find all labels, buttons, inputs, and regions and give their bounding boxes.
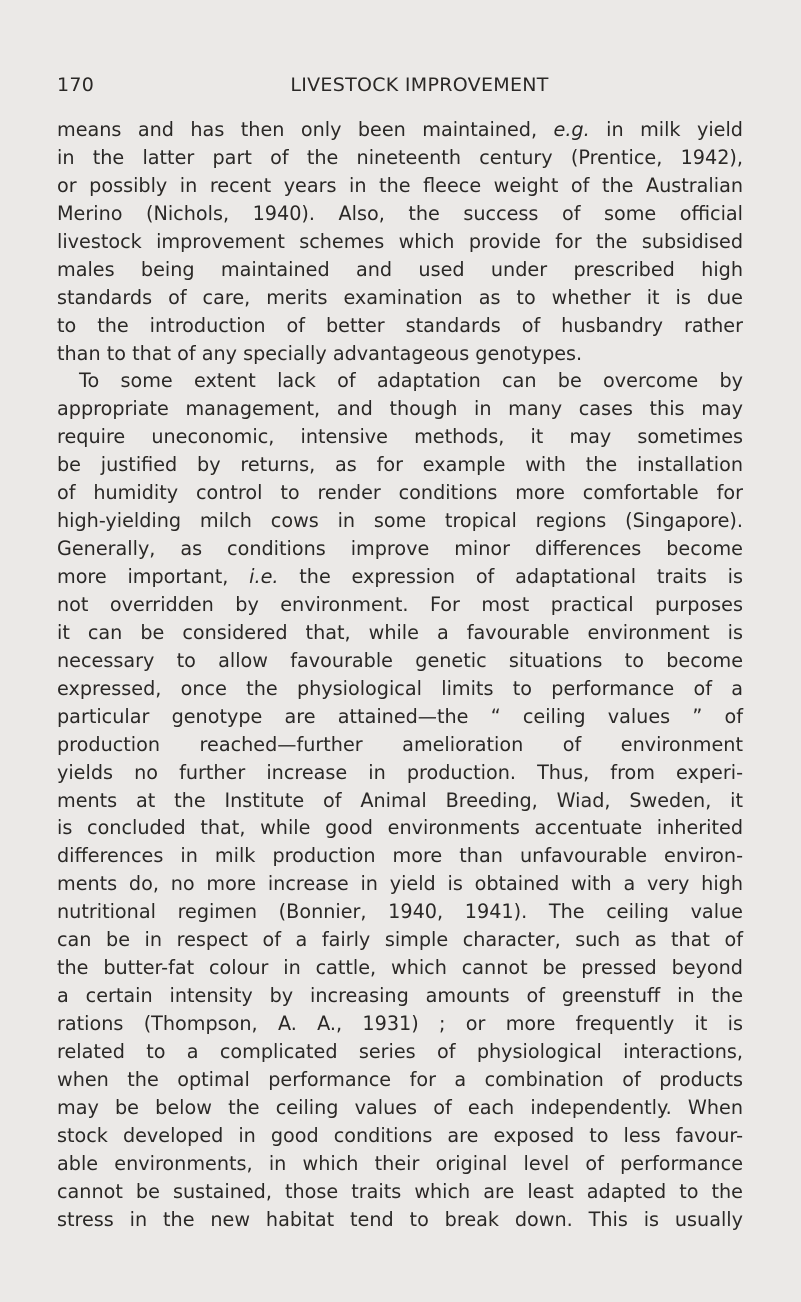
text-segment: of humidity control to render conditions more comfortable for bbox=[57, 481, 743, 505]
text-line bbox=[57, 647, 743, 675]
text-segment: expressed, once the physiological limits to performance of a bbox=[57, 676, 743, 700]
text-line bbox=[57, 1094, 743, 1122]
text-segment: when the optimal performance for a combination of products bbox=[57, 1067, 743, 1091]
text-segment: related to a complicated series of physiological interactions, bbox=[57, 1039, 743, 1063]
text-segment: yields no further increase in production. Thus, from experi- bbox=[57, 760, 743, 784]
text-line bbox=[57, 759, 743, 787]
text-line bbox=[57, 144, 743, 172]
text-line bbox=[57, 982, 743, 1010]
text-line bbox=[57, 507, 743, 535]
text-line bbox=[57, 284, 743, 312]
text-line bbox=[57, 842, 743, 870]
text-line bbox=[57, 926, 743, 954]
text-segment: can be in respect of a fairly simple character, such as that of bbox=[57, 928, 743, 952]
text-segment: cannot be sustained, those traits which are least adapted to the bbox=[57, 1179, 743, 1203]
text-segment: Merino (Nichols, 1940). Also, the success of some official bbox=[57, 201, 743, 225]
text-segment: stress in the new habitat tend to break down. This is usually bbox=[57, 1207, 743, 1231]
text-line bbox=[57, 256, 743, 284]
running-header bbox=[57, 74, 742, 102]
text-segment: be justified by returns, as for example with the installation bbox=[57, 453, 743, 477]
text-line bbox=[57, 1010, 743, 1038]
text-segment: Generally, as conditions improve minor differences become bbox=[57, 537, 743, 561]
text-segment: males being maintained and used under prescribed high bbox=[57, 257, 743, 281]
text-line bbox=[57, 619, 743, 647]
text-segment: require uneconomic, intensive methods, it may sometimes bbox=[57, 425, 743, 449]
text-segment: the butter-fat colour in cattle, which cannot be pressed beyond bbox=[57, 956, 743, 980]
text-line bbox=[57, 1178, 743, 1206]
text-segment: stock developed in good conditions are exposed to less favour- bbox=[57, 1123, 743, 1147]
text-segment: not overridden by environment. For most practical purposes bbox=[57, 592, 743, 616]
text-line bbox=[57, 591, 743, 619]
text-line bbox=[57, 116, 743, 144]
text-line bbox=[57, 954, 743, 982]
text-line bbox=[57, 423, 743, 451]
text-segment: in milk yield bbox=[589, 118, 743, 141]
text-line bbox=[57, 200, 743, 228]
text-line bbox=[57, 675, 743, 703]
text-line bbox=[57, 787, 743, 815]
text-segment: or possibly in recent years in the fleece weight of the Australian bbox=[57, 173, 743, 197]
text-segment: necessary to allow favourable genetic situations to become bbox=[57, 648, 743, 672]
text-segment: ments do, no more increase in yield is obtained with a very high bbox=[57, 872, 743, 896]
text-segment: high-yielding milch cows in some tropical regions (Singapore). bbox=[57, 509, 743, 533]
text-segment: means and has then only been maintained, bbox=[57, 118, 554, 141]
text-line bbox=[57, 535, 743, 563]
text-segment: it can be considered that, while a favourable environment is bbox=[57, 620, 743, 644]
text-segment: a certain intensity by increasing amounts of greenstuff in the bbox=[57, 984, 743, 1008]
text-line bbox=[57, 312, 743, 340]
text-line bbox=[57, 898, 743, 926]
page-number: 170 bbox=[57, 74, 95, 96]
text-segment: the expression of adaptational traits is bbox=[278, 565, 743, 588]
text-segment: ments at the Institute of Animal Breeding, Wiad, Sweden, it bbox=[57, 788, 743, 812]
text-segment: more important, bbox=[57, 565, 250, 588]
text-segment: to the introduction of better standards of husbandry rather bbox=[57, 313, 743, 337]
text-segment: livestock improvement schemes which provide for the subsidised bbox=[57, 229, 743, 253]
text-line bbox=[57, 870, 743, 898]
italic-text: i.e. bbox=[249, 565, 279, 588]
text-segment: may be below the ceiling values of each independently. When bbox=[57, 1095, 743, 1119]
text-line bbox=[57, 395, 743, 423]
text-segment: particular genotype are attained—the “ ceiling values ” of bbox=[57, 704, 743, 728]
text-line bbox=[57, 1038, 743, 1066]
text-segment: standards of care, merits examination as to whether it is due bbox=[57, 285, 743, 309]
italic-text: e.g. bbox=[553, 118, 590, 141]
text-line bbox=[57, 563, 743, 591]
text-segment: differences in milk production more than unfavourable environ- bbox=[57, 844, 743, 868]
text-segment: production reached—further amelioration of environment bbox=[57, 732, 743, 756]
text-line bbox=[57, 1066, 743, 1094]
text-segment: than to that of any specially advantageous genotypes. bbox=[57, 341, 583, 365]
text-segment: rations (Thompson, A. A., 1931) ; or more frequently it is bbox=[57, 1012, 743, 1035]
running-title: LIVESTOCK IMPROVEMENT bbox=[290, 74, 549, 96]
text-line bbox=[57, 479, 743, 507]
body-text bbox=[57, 116, 743, 1234]
text-line bbox=[57, 1206, 743, 1234]
text-line bbox=[57, 814, 743, 842]
text-line bbox=[57, 172, 743, 200]
text-line bbox=[57, 340, 743, 368]
text-line bbox=[57, 1150, 743, 1178]
text-segment: in the latter part of the nineteenth century (Prentice, 1942), bbox=[57, 145, 743, 169]
text-line bbox=[57, 367, 743, 395]
text-line bbox=[57, 228, 743, 256]
text-line bbox=[57, 1122, 743, 1150]
text-line bbox=[57, 731, 743, 759]
text-segment: able environments, in which their original level of performance bbox=[57, 1151, 743, 1175]
text-segment: To some extent lack of adaptation can be overcome by bbox=[79, 369, 743, 393]
text-segment: is concluded that, while good environments accentuate inherited bbox=[57, 816, 743, 840]
text-segment: appropriate management, and though in many cases this may bbox=[57, 397, 743, 421]
text-line bbox=[57, 703, 743, 731]
text-line bbox=[57, 451, 743, 479]
text-segment: nutritional regimen (Bonnier, 1940, 1941). The ceiling value bbox=[57, 900, 743, 924]
